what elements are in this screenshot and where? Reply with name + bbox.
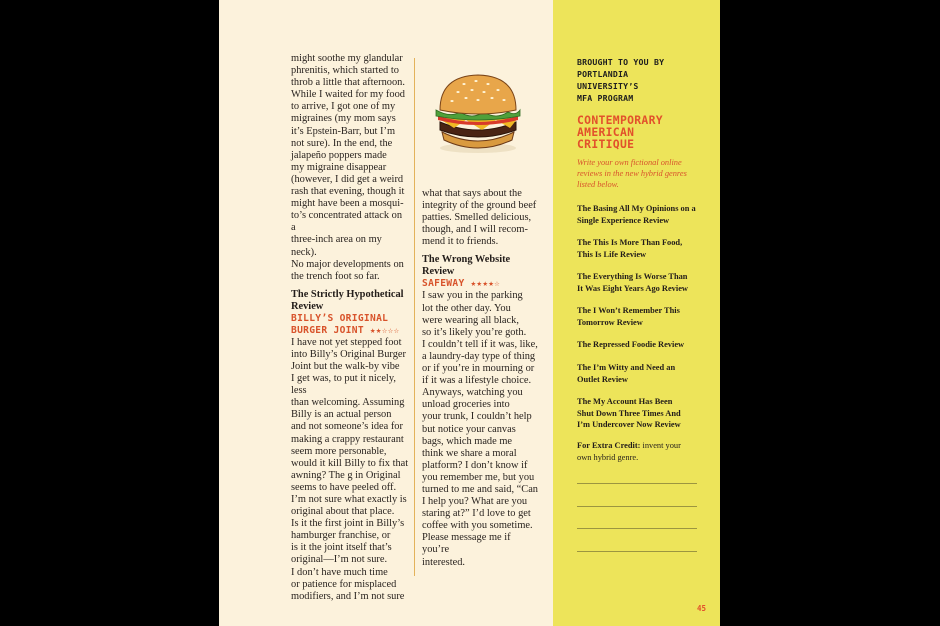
review-heading: The Strictly Hypothetical Review (291, 288, 404, 312)
intro-paragraph: might soothe my glandular phrenitis, which started to throb a little that afternoon. While I waited for my food to arrive, I got one of my migraines (my mom says it’s Epstein-Barr, but I’m not sure). In the end, the jalapeño poppers made my migraine disappear (however, I did get a weird rash that evening, though it might have been a mosqui- to’s concentrated attack on a three-inch area on my neck). No major developments on the trench foot so far. (291, 53, 405, 282)
page-number: 45 (697, 604, 707, 613)
intro-paragraph: what that says about the integrity of the ground beef patties. Smelled delicious, though, and I will recom- mend it to friends. (422, 188, 537, 248)
review-body: I have not yet stepped foot into Billy’s Original Burger Joint but the walk-by vibe I get was, to put it nicely, less than welcoming. Assuming Billy is an actual person and not someone’s idea for making a crappy restaurant seem more personable, would it kill Billy to fix that awning? The g in Original seems to have peeled off. I’m not sure what exactly is original about that place. Is it the first joint in Billy’s hamburger franchise, or is it the joint itself that’s original—I’m not sure. I don’t have much time or patience for misplaced modifiers, and I’m not sure (291, 336, 409, 602)
rating-stars: ★★☆☆☆ (370, 325, 400, 336)
sidebar-title: CONTEMPORARY AMERICAN CRITIQUE (577, 113, 663, 151)
genre-item: The Repressed Foodie Review (577, 340, 685, 349)
writing-line (577, 483, 697, 484)
sidebar-intro: Write your own fictional online reviews in the new hybrid genres listed below. (577, 158, 687, 189)
sponsor-credit: BROUGHT TO YOU BY PORTLANDIA UNIVERSITY’S MFA PROGRAM (577, 57, 665, 103)
restaurant-name: BILLY’S ORIGINAL BURGER JOINT ★★☆☆☆ (291, 312, 400, 336)
writing-line (577, 551, 697, 552)
column-divider (414, 58, 415, 576)
writing-line (577, 528, 697, 529)
genre-item: The I Won’t Remember This Tomorrow Review (577, 306, 680, 327)
genre-item: The My Account Has Been Shut Down Three Times And I’m Undercover Now Review (577, 397, 681, 429)
writing-line (577, 506, 697, 507)
article-column-left (291, 53, 409, 603)
genre-item: The This Is More Than Food, This Is Life Review (577, 238, 683, 259)
review-body: I saw you in the parking lot the other day. You were wearing all black, so it’s likely you’re goth. I couldn’t tell if it was, like, a laundry-day type of thing or if you’re in mourning or if it was a lifestyle choice. Anyways, watching you unload groceries into your trunk, I couldn’t help but notice your canvas bags, which made me think we share a moral platform? I don’t know if you remember me, but you turned to me and said, “Can I help you? What are you staring at?” I’d love to get coffee with you sometime. Please message me if you’re interested. (422, 290, 538, 568)
genre-item: The Everything Is Worse Than It Was Eight Years Ago Review (577, 272, 688, 293)
rating-stars: ★★★★☆ (470, 279, 501, 290)
extra-credit: For Extra Credit: invent your own hybrid genre. (577, 441, 681, 462)
genre-item: The Basing All My Opinions on a Single Experience Review (577, 204, 696, 225)
burger-illustration (430, 70, 526, 156)
article-column-right (422, 188, 538, 569)
restaurant-name: SAFEWAY ★★★★☆ (422, 278, 501, 290)
review-heading: The Wrong Website Review (422, 254, 511, 278)
genre-item: The I’m Witty and Need an Outlet Review (577, 363, 676, 384)
